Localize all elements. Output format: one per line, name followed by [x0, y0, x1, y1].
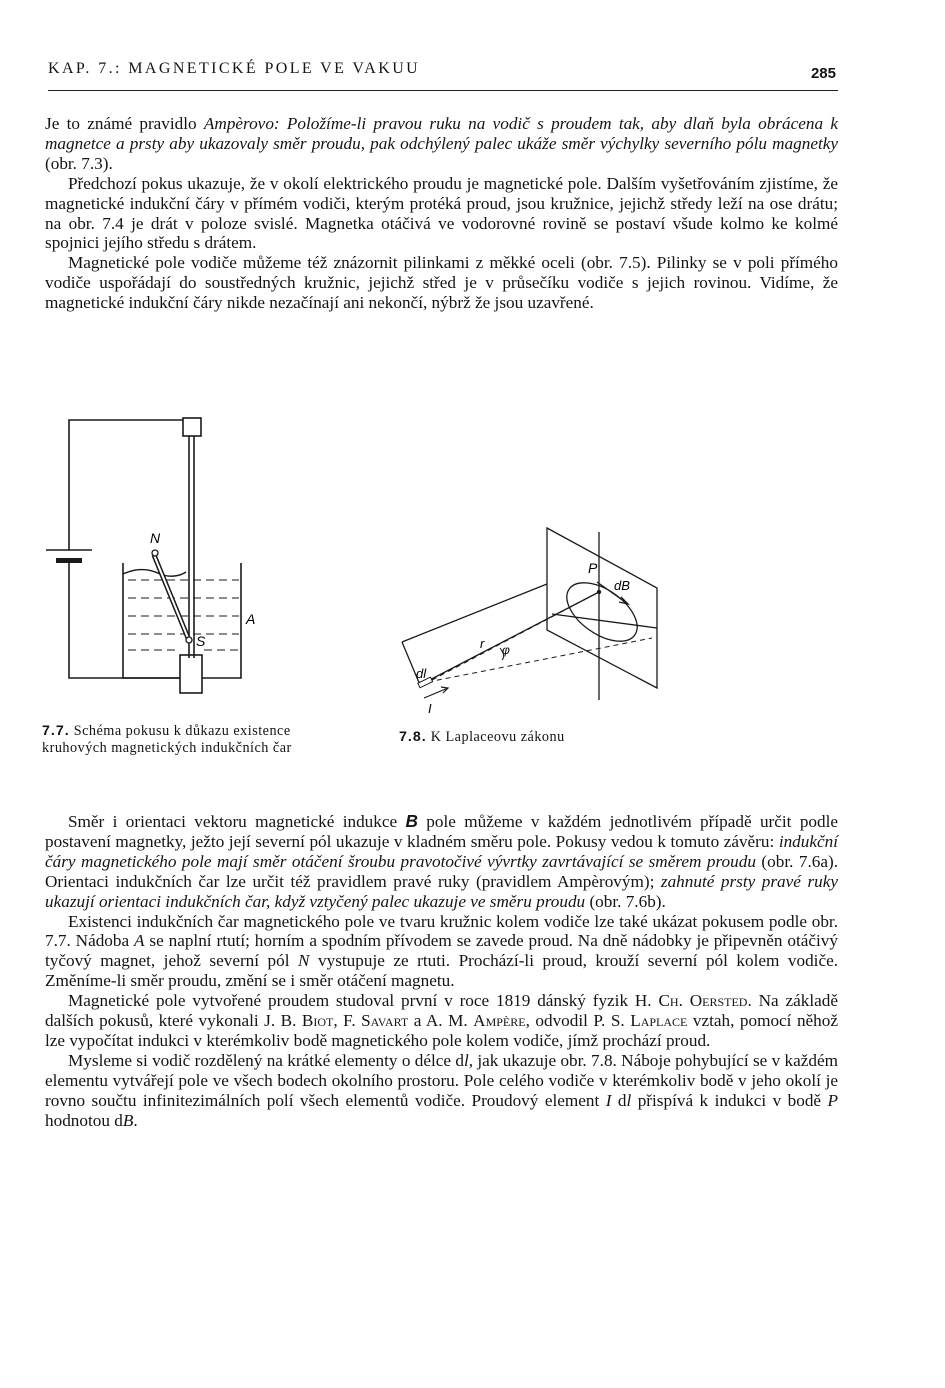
- paragraph-experiment: Existenci indukčních čar magnetického pole ve tvaru kružnic kolem vodiče lze také ukázat pokusem podle obr. 7.7. Nádoba A se naplní rtutí; horním a spodním přívodem se zavede proud. Na dně nádobky je připevněn otáčivý tyčový magnet, jehož severní pól N vystupuje ze rtuti. Prochází-li proud, krouží severní pól kolem vodiče. Změníme-li směr proudu, změní se i směr otáčení magnetu.: [45, 911, 838, 991]
- paragraph-history: Magnetické pole vytvořené proudem studoval první v roce 1819 dánský fyzik H. Ch. Oersted. Na základě dalších pokusů, které vykonali J. B. Biot, F. Savart a A. M. Ampère, odvodil P. S. Laplace vztah, pomocí něhož lze vypočítat indukci v kterémkoliv bodě magnetického pole kolem vodiče, jímž prochází proud.: [45, 991, 838, 1050]
- bottom-text: [45, 812, 838, 1131]
- figure-7-8-caption: 7.8. K Laplaceovu zákonu: [399, 729, 565, 745]
- paragraph-magnetic-field: Předchozí pokus ukazuje, že v okolí elektrického proudu je magnetické pole. Dalším vyšetřováním zjistíme, že magnetické indukční čáry v přímém vodiči, kterým protéká proud, jsou kružnice, jejichž středy leží na ose drátu; na obr. 7.4 je drát v poloze svislé. Magnetka otáčivá ve vodorovné rovině se postaví všude kolmo ke kolmé spojnici jejího středu s drátem.: [45, 173, 838, 253]
- label-n: N: [150, 530, 161, 546]
- label-r: r: [480, 636, 485, 651]
- paragraph-iron-filings: Magnetické pole vodiče můžeme též znázornit pilinkami z měkké oceli (obr. 7.5). Pilinky se v poli přímého vodiče uspořádají do soustředných kružnic, jejichž střed je v průsečíku vodiče s jejich rovinou. Vidíme, že magnetické indukční čáry nikde nezačínají ani nekončí, nýbrž že jsou uzavřené.: [45, 253, 838, 313]
- label-s: S: [196, 633, 206, 649]
- paragraph-current-element: Mysleme si vodič rozdělený na krátké elementy o délce dl, jak ukazuje obr. 7.8. Náboje pohybující se v každém elementu vytvářejí pole ve všech bodech okolního prostoru. Pole celého vodiče v kterémkoliv bodě v jeho okolí je rovno součtu infinitezimálních polí všech elementů vodiče. Proudový element I dl přispívá k indukci v bodě P hodnotou dB.: [45, 1050, 838, 1130]
- label-phi: φ: [502, 643, 510, 657]
- paragraph-ampere-rule: Je to známé pravidlo Ampèrovo: Položíme-li pravou ruku na vodič s proudem tak, aby dlaň byla obrácena k magnetce a prsty aby ukazovaly směr proudu, pak odchýlený palec ukáže směr výchylky severního pólu magnetky (obr. 7.3).: [45, 114, 838, 173]
- figure-7-7-diagram: [36, 410, 286, 705]
- page-header: [48, 58, 838, 91]
- figure-7-7-caption: 7.7. Schéma pokusu k důkazu existence kruhových magnetických indukčních čar: [42, 723, 292, 756]
- label-i: I: [428, 701, 432, 716]
- running-head: KAP. 7.: MAGNETICKÉ POLE VE VAKUU: [48, 60, 421, 77]
- figure-7-8-diagram: [392, 520, 672, 720]
- top-text: [45, 114, 838, 313]
- page-number: 285: [810, 65, 836, 82]
- label-dl: dl: [416, 666, 427, 681]
- label-a: A: [246, 611, 256, 627]
- label-p: P: [588, 560, 598, 576]
- paragraph-direction: Směr i orientaci vektoru magnetické indukce B pole můžeme v každém jednotlivém případě určit podle postavení magnetky, ježto její severní pól ukazuje v kladném směru pole. Pokusy vedou k tomuto závěru: indukční čáry magnetického pole mají směr otáčení šroubu pravotočivé vývrtky zavrtávající se směrem proudu (obr. 7.6a). Orientaci indukčních čar lze určit též pravidlem pravé ruky (pravidlem Ampèrovým); zahnuté prsty pravé ruky ukazují orientaci indukčních čar, když vztyčený palec ukazuje ve směru proudu (obr. 7.6b).: [45, 811, 838, 911]
- label-db: dB: [614, 578, 630, 593]
